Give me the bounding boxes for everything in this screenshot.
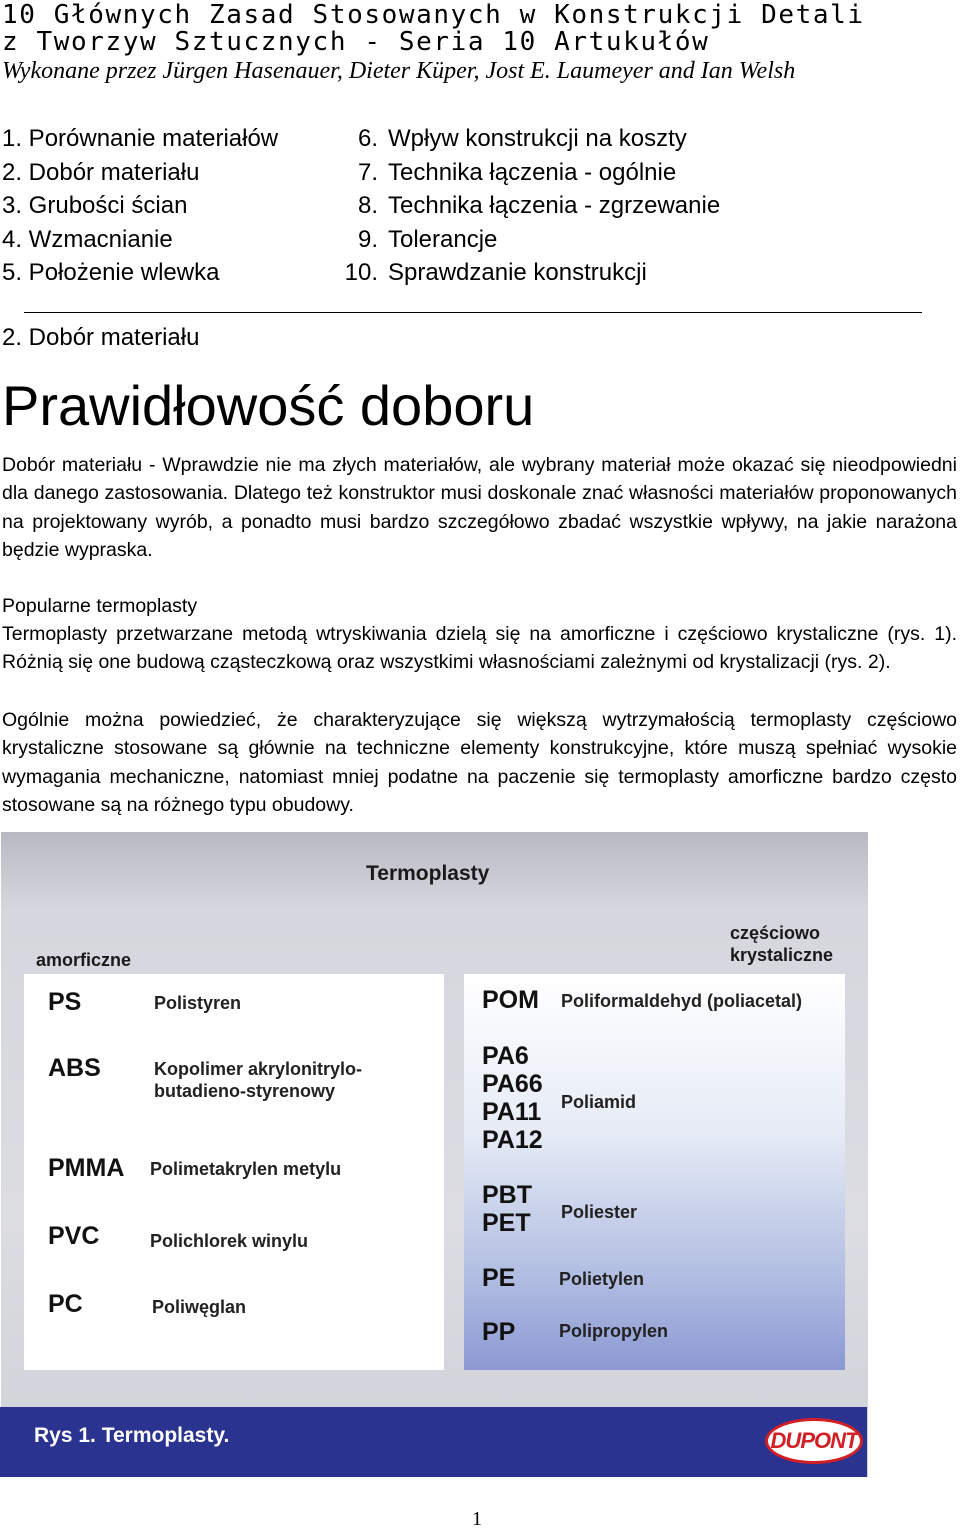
toc-item: 1. Porównanie materiałów (2, 125, 279, 152)
toc-item-text: Technika łączenia - zgrzewanie (388, 192, 721, 219)
toc-item-text: Tolerancje (388, 225, 498, 253)
crystalline-box (464, 974, 845, 1370)
toc-item-number: 9. (357, 225, 378, 253)
paragraph-3: Ogólnie można powiedzieć, że charakteryzujące się większą wytrzymałością termoplasty częściowo krystaliczne stosowane są głównie na techniczne elementy konstrukcyjne, które muszą spełniać wysokie wymagania mechaniczne, natomiast mniej podatne na paczenie się termoplasty amorficzne bardzo często stosowane są na różnego typu obudowy. (2, 709, 957, 817)
material-abbr: ABS (48, 1054, 101, 1082)
material-name (154, 1058, 362, 1102)
material-abbr: PA12 (482, 1126, 543, 1154)
figure-caption: Rys 1. Termoplasty. (34, 1424, 230, 1447)
paragraph-lead: Dobór materiału (2, 454, 143, 476)
crystalline-label-line: krystaliczne (730, 945, 834, 965)
toc-item-text: Wpływ konstrukcji na koszty (388, 125, 687, 152)
crystalline-label (730, 922, 833, 966)
material-abbr: PVC (48, 1222, 100, 1250)
doc-title-line-1: 10 Głównych Zasad Stosowanych w Konstrukcji Detali (2, 0, 865, 30)
toc-item-text: Technika łączenia - ogólnie (388, 158, 677, 186)
divider (24, 312, 922, 313)
material-abbr: PE (482, 1264, 516, 1292)
section-label: 2. Dobór materiału (2, 324, 200, 351)
doc-title-line-2: z Tworzyw Sztucznych - Seria 10 Artukułów (2, 27, 710, 57)
dupont-logo: DUPONT (765, 1418, 863, 1464)
material-name-line: butadieno-styrenowy (154, 1081, 336, 1101)
paragraph-text: - Wprawdzie nie ma złych materiałów, ale wybrany materiał może okazać się nieodpowiedni dla danego zastosowania. Dlatego też konstruktor musi doskonale znać własności materiałów proponowanych na projektowany wyrób, a ponadto musi bardzo szczegółowo zbadać wszystkie wpływy, na jakie narażona będzie wypraska. (2, 454, 957, 562)
material-abbr: PA11 (482, 1098, 542, 1126)
paragraph-1 (2, 451, 957, 565)
material-abbr: PA6 (482, 1042, 529, 1070)
subheading: Popularne termoplasty (2, 595, 198, 617)
toc-left (2, 122, 278, 290)
toc-item-number: 8. (357, 192, 378, 219)
material-name: Polimetakrylen metylu (150, 1159, 342, 1179)
toc-right (340, 122, 720, 290)
material-abbr: PA66 (482, 1070, 543, 1098)
material-name: Polichlorek winylu (150, 1231, 309, 1251)
material-name: Polistyren (154, 993, 242, 1013)
material-abbr: PS (48, 988, 82, 1016)
toc-item (340, 256, 720, 290)
material-abbr: PET (482, 1209, 531, 1237)
toc-item (340, 122, 720, 156)
material-abbr: PBT (482, 1181, 532, 1209)
page-number: 1 (472, 1508, 482, 1530)
material-name: Polietylen (559, 1269, 645, 1289)
material-abbr: PC (48, 1290, 83, 1318)
toc-item-number: 6. (357, 125, 378, 152)
figure-title: Termoplasty (366, 862, 490, 885)
material-name: Poliester (561, 1202, 638, 1222)
authors: Wykonane przez Jürgen Hasenauer, Dieter Küper, Jost E. Laumeyer and Ian Welsh (2, 58, 796, 84)
amorphous-label: amorficzne (36, 950, 132, 970)
crystalline-label-line: częściowo (730, 923, 821, 943)
toc-item (340, 223, 720, 257)
material-name: Poliformaldehyd (poliacetal) (561, 991, 803, 1011)
toc-item-number: 7. (357, 158, 378, 186)
toc-item: 5. Położenie wlewka (2, 259, 220, 286)
toc-item (340, 156, 720, 190)
material-name-line: Kopolimer akrylonitrylo- (154, 1059, 363, 1079)
material-name: Poliamid (561, 1092, 637, 1112)
toc-item-number: 10. (344, 259, 378, 286)
material-abbr: PP (482, 1318, 516, 1346)
toc-item (340, 189, 720, 223)
material-name: Poliwęglan (152, 1297, 247, 1317)
page-title: Prawidłowość doboru (2, 374, 535, 437)
material-abbr: PMMA (48, 1154, 125, 1182)
toc-item: 2. Dobór materiału (2, 158, 200, 186)
material-name: Polipropylen (559, 1321, 669, 1341)
toc-item-text: Sprawdzanie konstrukcji (388, 259, 647, 286)
material-abbr: POM (482, 986, 539, 1014)
toc-item: 4. Wzmacnianie (2, 225, 173, 253)
paragraph-2: Termoplasty przetwarzane metodą wtryskiwania dzielą się na amorficzne i częściowo krystaliczne (rys. 1). Różnią się one budową cząsteczkową oraz wszystkimi własnościami zależnymi od krystalizacji (rys. 2). (2, 623, 957, 674)
toc-item: 3. Grubości ścian (2, 192, 188, 219)
